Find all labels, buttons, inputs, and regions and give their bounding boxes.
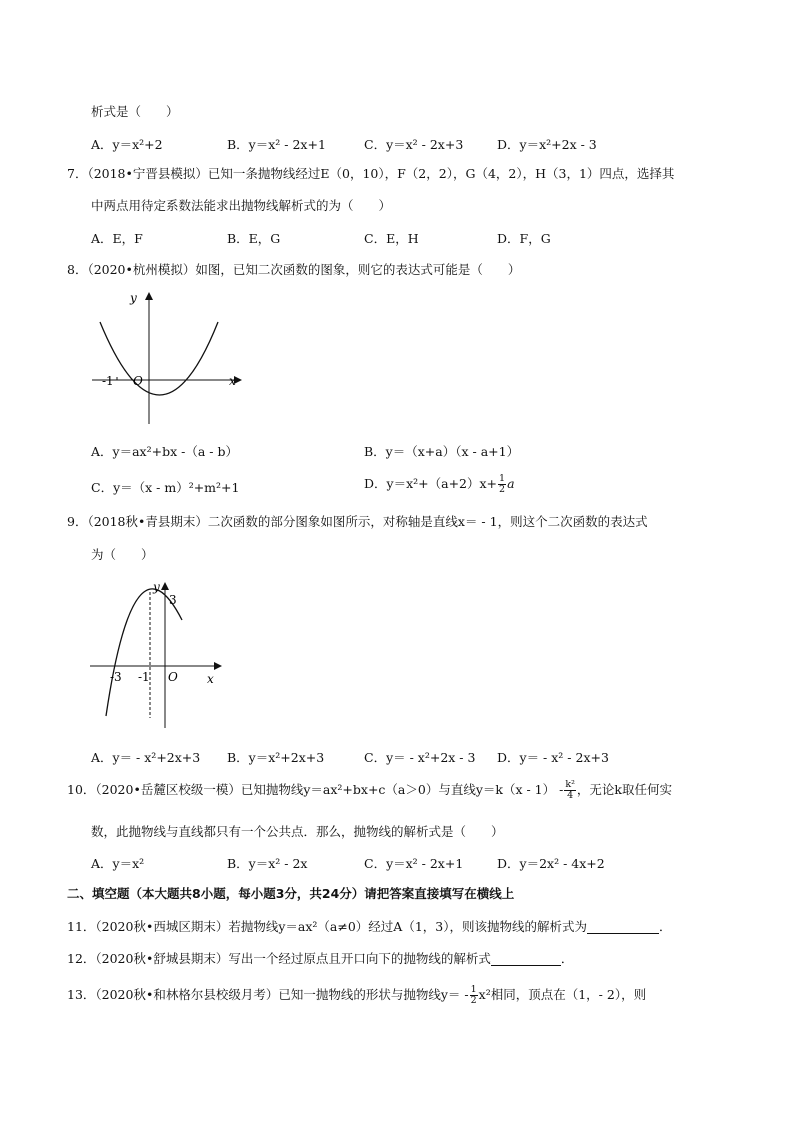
q12-line <box>67 950 573 968</box>
q7-stem-2: 中两点用待定系数法能求出抛物线解析式的为（ ） <box>91 198 392 213</box>
q12-answer-blank[interactable] <box>491 951 561 966</box>
q6-option-b[interactable]: B．y＝x² - 2x+1 <box>227 137 326 152</box>
q8-option-d-after: a <box>507 476 515 491</box>
q10-fraction <box>564 780 576 801</box>
q8-option-d-text: D．y＝x²+（a+2）x+ <box>364 476 498 491</box>
q6-option-d[interactable]: D．y＝x²+2x - 3 <box>497 137 597 152</box>
q8-graph <box>88 288 248 428</box>
q10-option-b[interactable]: B．y＝x² - 2x <box>227 856 308 871</box>
q9-parabola <box>106 589 182 716</box>
q7-number: 7． <box>67 166 88 181</box>
q10-frac-num: k² <box>565 779 575 790</box>
q11-end: ． <box>658 919 672 934</box>
q9-source: （2018秋•青县期末） <box>87 514 208 529</box>
q9-line-1 <box>67 513 648 531</box>
q11-source: （2020秋•西城区期末） <box>95 919 229 934</box>
q12-source: （2020秋•舒城县期末） <box>95 951 229 966</box>
q8-y-arrow <box>145 292 153 300</box>
q7-option-d[interactable]: D．F，G <box>497 231 551 246</box>
q8-line-1 <box>67 261 520 279</box>
q8-stem: 如图，已知二次函数的图象，则它的表达式可能是（ ） <box>195 262 521 277</box>
q7-option-a[interactable]: A．E，F <box>91 231 143 246</box>
q10-option-d[interactable]: D．y＝2x² - 4x+2 <box>497 856 605 871</box>
q6-option-c[interactable]: C．y＝x² - 2x+3 <box>364 137 464 152</box>
q10-number: 10． <box>67 782 96 797</box>
q9-y-label: y <box>153 580 160 594</box>
q8-option-c[interactable]: C．y＝（x - m）²+m²+1 <box>91 480 240 495</box>
q9-x-label: x <box>207 672 214 686</box>
q12-number: 12． <box>67 951 96 966</box>
q13-source: （2020秋•和林格尔县校级月考） <box>95 987 279 1002</box>
q10-stem-1b: ，无论k取任何实 <box>576 782 672 797</box>
q7-option-c[interactable]: C．E，H <box>364 231 419 246</box>
q9-tick-label-a: -3 <box>110 670 122 684</box>
q9-y-arrow <box>161 582 169 590</box>
q9-tick-label-b: -1 <box>138 670 150 684</box>
q13-fraction <box>470 985 478 1006</box>
q8-y-label: y <box>130 291 137 305</box>
q11-line <box>67 918 672 936</box>
q9-origin-label: O <box>168 670 178 684</box>
q7-option-b[interactable]: B．E，G <box>227 231 281 246</box>
q9-graph <box>88 576 228 731</box>
q9-stem-1: 二次函数的部分图象如图所示，对称轴是直线x＝ - 1，则这个二次函数的表达式 <box>207 514 648 529</box>
q12-end: ． <box>560 951 574 966</box>
q10-option-a[interactable]: A．y＝x² <box>91 856 145 871</box>
q9-stem-2: 为（ ） <box>91 547 154 562</box>
q9-x-arrow <box>214 662 222 670</box>
q8-frac-den: 2 <box>499 484 506 495</box>
q8-source: （2020•杭州模拟） <box>87 262 196 277</box>
q8-number: 8． <box>67 262 88 277</box>
q8-option-d-fraction <box>498 474 506 495</box>
q9-option-a[interactable]: A．y＝ - x²+2x+3 <box>91 750 201 765</box>
q10-stem-2: 数，此抛物线与直线都只有一个公共点．那么，抛物线的解析式是（ ） <box>91 824 504 839</box>
section-2-title: 二、填空题（本大题共8小题，每小题3分，共24分）请把答案直接填写在横线上 <box>67 886 515 901</box>
q7-source: （2018•宁晋县模拟） <box>87 166 208 181</box>
q13-frac-num: 1 <box>470 984 477 995</box>
q8-parabola <box>100 322 218 395</box>
q9-option-b[interactable]: B．y＝x²+2x+3 <box>227 750 325 765</box>
q13-stem-b: x²相同，顶点在（1，- 2），则 <box>478 987 647 1002</box>
q8-frac-num: 1 <box>499 473 506 484</box>
q11-stem: 若抛物线y＝ax²（a≠0）经过A（1，3），则该抛物线的解析式为 <box>228 919 587 934</box>
q9-option-c[interactable]: C．y＝ - x²+2x - 3 <box>364 750 476 765</box>
q7-stem-1: 已知一条抛物线经过E（0，10），F（2，2），G（4，2），H（3，1）四点，选择其 <box>207 166 675 181</box>
q13-line <box>67 985 646 1006</box>
q13-frac-den: 2 <box>470 995 477 1006</box>
q8-option-b[interactable]: B．y＝（x+a）（x - a+1） <box>364 444 520 459</box>
q13-stem-a: 已知一抛物线的形状与抛物线y＝ - <box>278 987 469 1002</box>
q6-stem-tail: 析式是（ ） <box>91 104 179 119</box>
q12-stem: 写出一个经过原点且开口向下的抛物线的解析式 <box>228 951 491 966</box>
q11-answer-blank[interactable] <box>587 919 659 934</box>
q7-line-1 <box>67 165 674 183</box>
q9-option-d[interactable]: D．y＝ - x² - 2x+3 <box>497 750 609 765</box>
q10-stem-1a: 已知抛物线y＝ax²+bx+c（a＞0）与直线y＝k（x - 1） - <box>240 782 564 797</box>
q8-option-d[interactable] <box>364 474 515 495</box>
q10-source: （2020•岳麓区校级一模） <box>95 782 241 797</box>
q10-option-c[interactable]: C．y＝x² - 2x+1 <box>364 856 464 871</box>
q10-line-1 <box>67 780 672 801</box>
q9-y-tick-label: 3 <box>169 593 177 607</box>
q8-x-label: x <box>229 374 236 388</box>
q9-number: 9． <box>67 514 88 529</box>
q10-frac-den: 4 <box>567 790 574 801</box>
q11-number: 11． <box>67 919 96 934</box>
q8-origin-label: O <box>133 374 143 388</box>
q13-number: 13． <box>67 987 96 1002</box>
q8-tick-label: -1 <box>102 374 114 388</box>
q8-option-a[interactable]: A．y＝ax²+bx -（a - b） <box>91 444 238 459</box>
q6-option-a[interactable]: A．y＝x²+2 <box>91 137 163 152</box>
